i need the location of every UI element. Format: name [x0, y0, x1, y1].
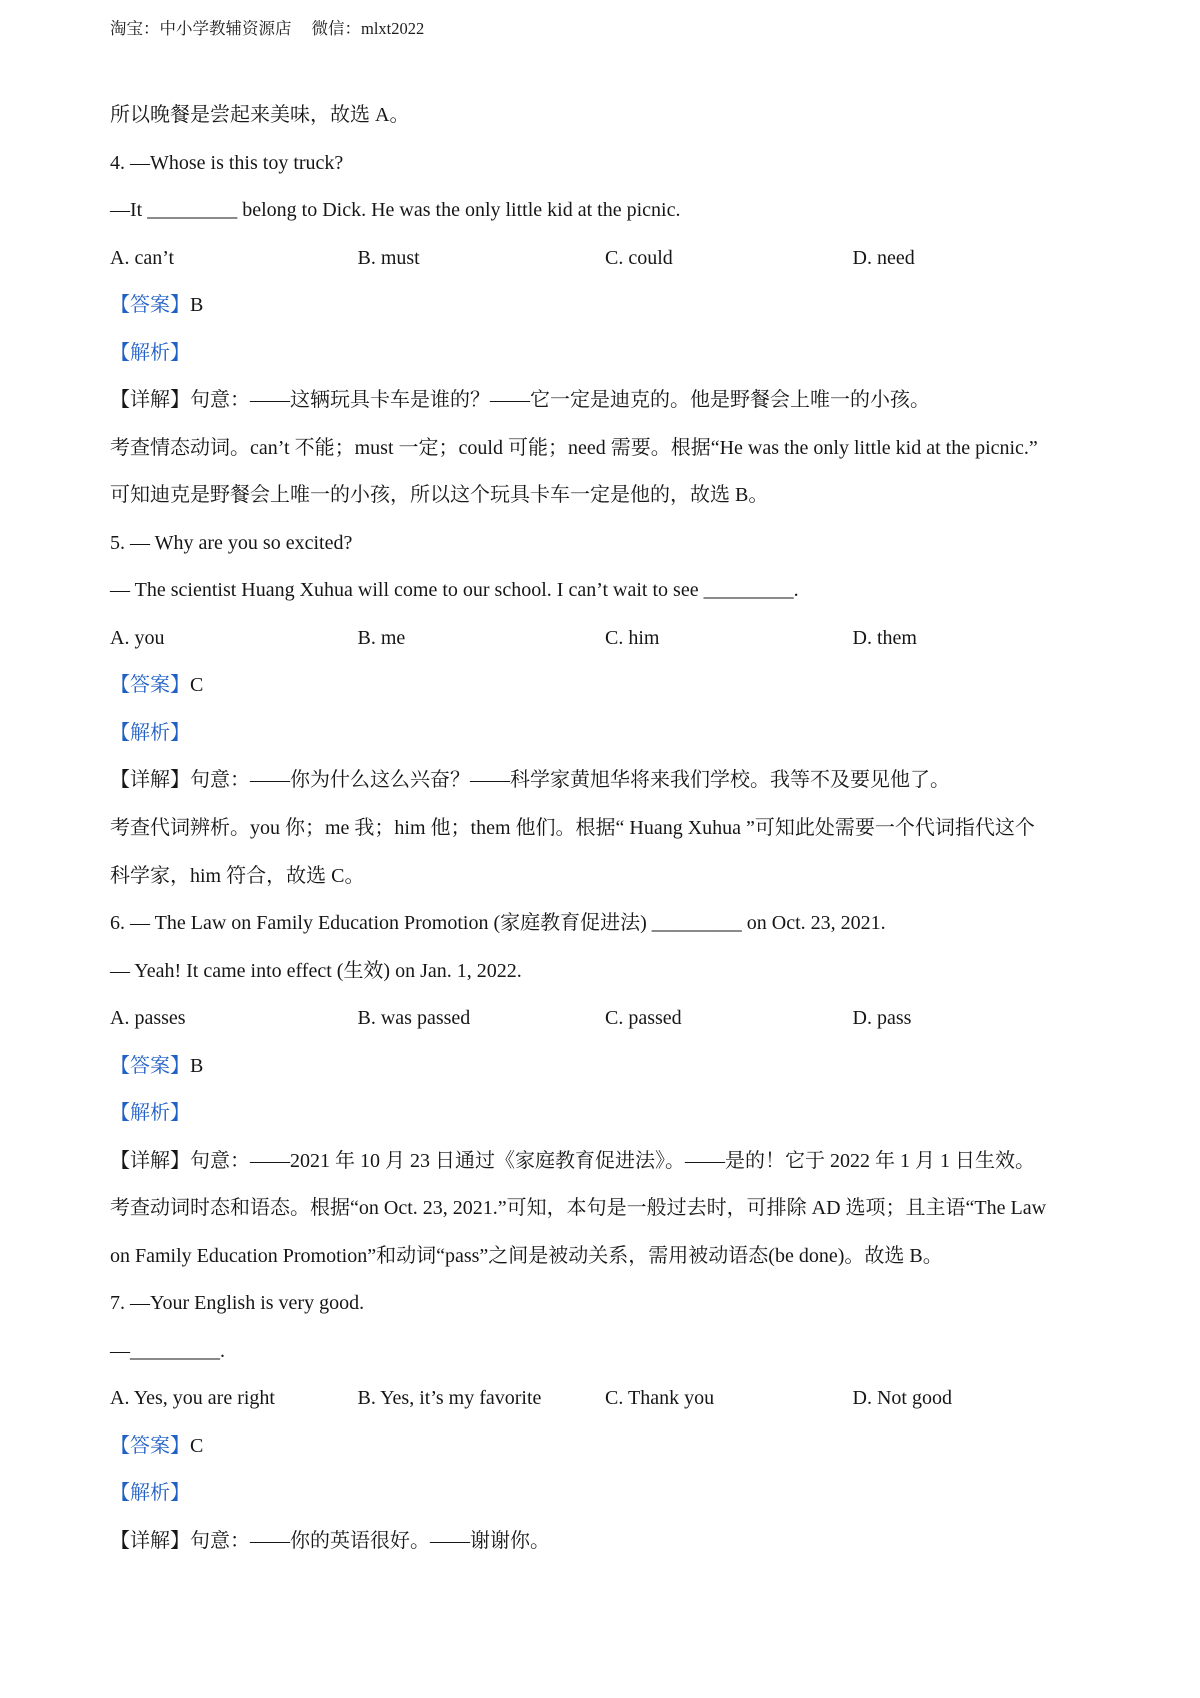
option-b: B. Yes, it’s my favorite — [357, 1387, 542, 1410]
detail-text: 考查情态动词。can’t 不能；must 一定；could 可能；need 需要。根据“He was the only little kid at the picnic.” — [110, 436, 1038, 459]
question-7 — [110, 1280, 1100, 1565]
option-a: A. you — [110, 626, 165, 649]
page-header — [110, 17, 424, 41]
detail-line — [110, 1518, 1100, 1566]
header-shop: 淘宝：中小学教辅资源店 — [110, 19, 292, 38]
question-6 — [110, 900, 1100, 1280]
detail-label: 【详解】 — [110, 1529, 190, 1552]
detail-text: 科学家，him 符合，故选 C。 — [110, 864, 365, 887]
answer-label: 【答案】 — [110, 294, 190, 317]
option-b: B. me — [357, 626, 406, 649]
options-row — [110, 615, 1100, 663]
question-stem: 6. — The Law on Family Education Promotion (家庭教育促进法) _________ on Oct. 23, 2021. — [110, 912, 886, 935]
option-d: D. them — [852, 626, 917, 649]
analysis-label: 【解析】 — [110, 1102, 190, 1125]
answer-label: 【答案】 — [110, 1054, 190, 1077]
detail-label: 【详解】 — [110, 769, 190, 792]
detail-line — [110, 1138, 1100, 1186]
answer-line — [110, 662, 1100, 710]
document-body — [110, 92, 1100, 1565]
detail-text: 考查动词时态和语态。根据“on Oct. 23, 2021.”可知，本句是一般过去时，可排除 AD 选项；且主语“The Law — [110, 1197, 1047, 1220]
option-d: D. pass — [852, 1007, 912, 1030]
detail-line — [110, 757, 1100, 805]
detail-text: 句意：——2021 年 10 月 23 日通过《家庭教育促进法》。——是的！它于 2022 年 1 月 1 日生效。 — [190, 1149, 1035, 1172]
question-stem: —_________. — [110, 1339, 225, 1362]
answer-value: C — [190, 674, 204, 697]
options-row — [110, 1375, 1100, 1423]
header-wechat: 微信：mlxt2022 — [311, 19, 425, 38]
detail-text: 句意：——你为什么这么兴奋？——科学家黄旭华将来我们学校。我等不及要见他了。 — [190, 769, 950, 792]
analysis-label: 【解析】 — [110, 1482, 190, 1505]
option-a: A. passes — [110, 1007, 186, 1030]
answer-line — [110, 1423, 1100, 1471]
detail-text: on Family Education Promotion”和动词“pass”之间是被动关系，需用被动语态(be done)。故选 B。 — [110, 1244, 943, 1267]
option-c: C. Thank you — [605, 1387, 715, 1410]
option-d: D. Not good — [852, 1387, 952, 1410]
options-row — [110, 235, 1100, 283]
analysis-label: 【解析】 — [110, 721, 190, 744]
detail-label: 【详解】 — [110, 389, 190, 412]
question-stem: — Yeah! It came into effect (生效) on Jan. 1, 2022. — [110, 959, 522, 982]
question-stem: — The scientist Huang Xuhua will come to our school. I can’t wait to see _________. — [110, 579, 799, 602]
option-b: B. was passed — [357, 1007, 471, 1030]
question-stem: 4. —Whose is this toy truck? — [110, 151, 344, 174]
question-5 — [110, 520, 1100, 900]
option-a: A. Yes, you are right — [110, 1387, 275, 1410]
detail-line — [110, 377, 1100, 425]
analysis-label: 【解析】 — [110, 341, 190, 364]
answer-value: B — [190, 294, 204, 317]
question-stem: 5. — Why are you so excited? — [110, 531, 353, 554]
option-c: C. could — [605, 246, 673, 269]
answer-line — [110, 1043, 1100, 1091]
question-4 — [110, 140, 1100, 520]
detail-label: 【详解】 — [110, 1149, 190, 1172]
detail-text: 句意：——这辆玩具卡车是谁的？——它一定是迪克的。他是野餐会上唯一的小孩。 — [190, 389, 930, 412]
detail-text: 考查代词辨析。you 你；me 我；him 他；them 他们。根据“ Huang Xuhua ”可知此处需要一个代词指代这个 — [110, 816, 1035, 839]
answer-line — [110, 282, 1100, 330]
answer-value: C — [190, 1434, 204, 1457]
detail-text: 句意：——你的英语很好。——谢谢你。 — [190, 1529, 550, 1552]
option-b: B. must — [357, 246, 420, 269]
option-a: A. can’t — [110, 246, 175, 269]
answer-label: 【答案】 — [110, 674, 190, 697]
continued-text: 所以晚餐是尝起来美味，故选 A。 — [110, 104, 410, 126]
options-row — [110, 995, 1100, 1043]
option-c: C. passed — [605, 1007, 682, 1030]
option-c: C. him — [605, 626, 660, 649]
option-d: D. need — [852, 246, 915, 269]
question-stem: —It _________ belong to Dick. He was the only little kid at the picnic. — [110, 199, 681, 222]
question-stem: 7. —Your English is very good. — [110, 1292, 365, 1315]
detail-text: 可知迪克是野餐会上唯一的小孩，所以这个玩具卡车一定是他的，故选 B。 — [110, 484, 769, 507]
answer-value: B — [190, 1054, 204, 1077]
answer-label: 【答案】 — [110, 1434, 190, 1457]
